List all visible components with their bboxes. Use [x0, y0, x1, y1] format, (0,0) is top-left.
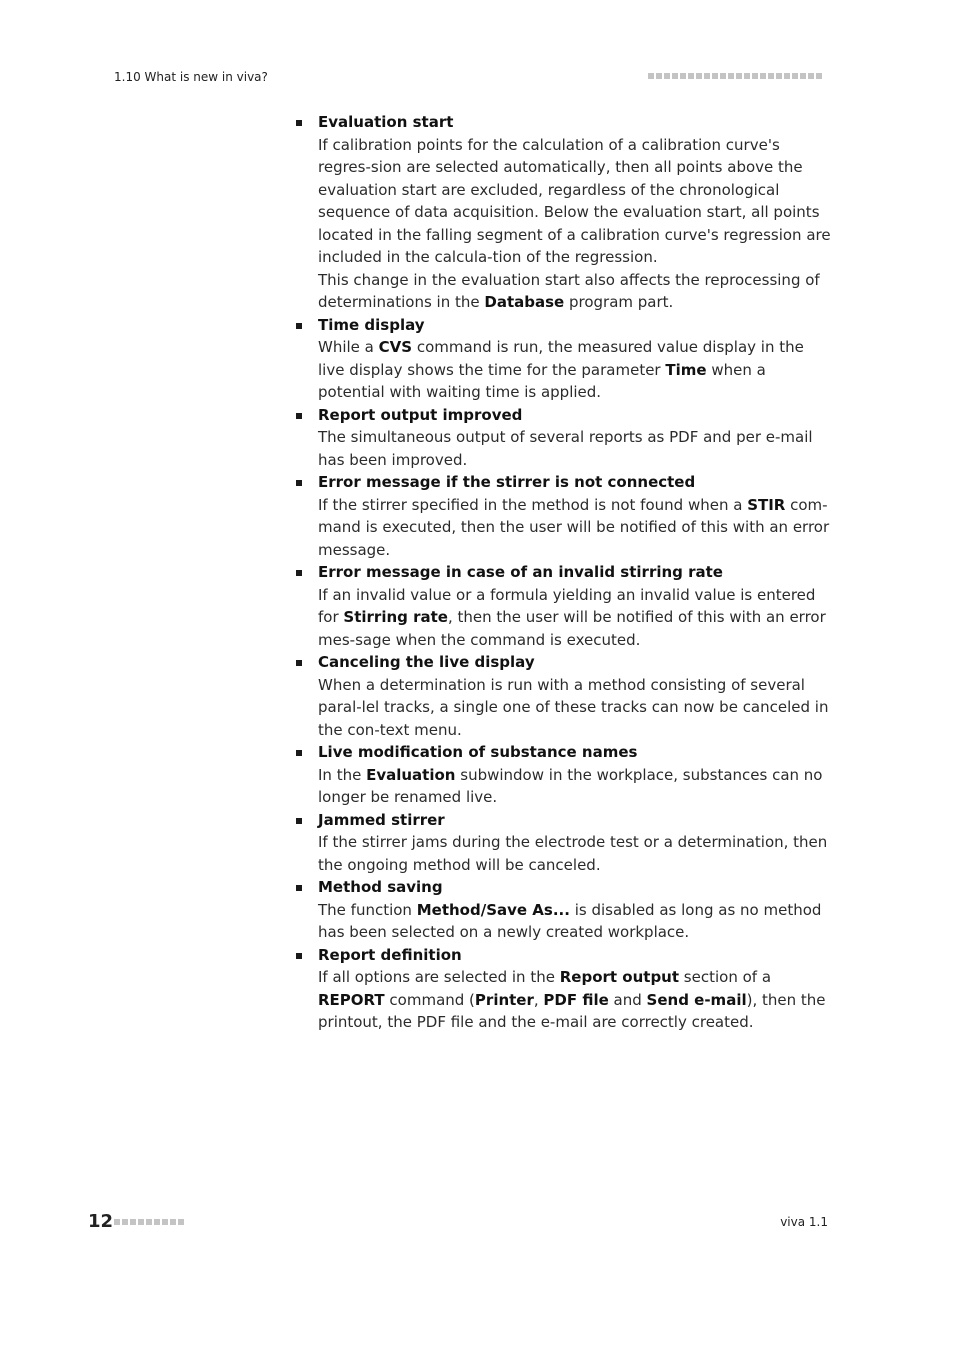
bullet-marker — [296, 323, 302, 329]
list-item-live-modification — [296, 741, 832, 809]
list-item-stirrer-not-connected — [296, 471, 832, 561]
list-item-time-display — [296, 314, 832, 404]
list-item-method-saving — [296, 876, 832, 944]
item-title: Evaluation start — [318, 113, 454, 131]
item-text: If calibration points for the calculation of a calibration curve's regres-sion are selected automatically, then all points above the evaluation start are excluded, regardless of the chronological sequence of data acquisition. Below the evaluation start, all points located in the falling segment of a calibration curve's regression are included in the calcula-tion of the regression. — [318, 135, 831, 266]
item-title: Live modification of substance names — [318, 743, 638, 761]
list-item-canceling-live-display — [296, 651, 832, 741]
item-text: If the stirrer jams during the electrode test or a determination, then the ongoing method will be canceled. — [318, 833, 828, 874]
item-text: If the stirrer specified in the method is not found when a STIR com-mand is executed, then the user will be notified of this with an error message. — [318, 495, 830, 559]
bullet-marker — [296, 660, 302, 666]
whats-new-list — [296, 111, 832, 1034]
item-text: If all options are selected in the Report output section of a REPORT command (Printer, PDF file and Send e-mail), then the printout, the PDF file and the e-mail are correctly created. — [318, 968, 826, 1031]
item-text: In the Evaluation subwindow in the workplace, substances can no longer be renamed live. — [318, 765, 823, 806]
item-text: While a CVS command is run, the measured value display in the live display shows the time for the parameter Time when a potential with waiting time is applied. — [318, 338, 804, 401]
running-header-section: 1.10 What is new in viva? — [114, 70, 268, 84]
item-text: This change in the evaluation start also affects the reprocessing of determinations in the Database program part. — [318, 270, 820, 311]
item-title: Canceling the live display — [318, 653, 535, 671]
bullet-marker — [296, 413, 302, 419]
item-text: If an invalid value or a formula yielding an invalid value is entered for Stirring rate, then the user will be notified of this with an error mes-sage when the command is executed. — [318, 585, 826, 649]
item-title: Error message in case of an invalid stirring rate — [318, 563, 723, 581]
bullet-marker — [296, 953, 302, 959]
list-item-evaluation-start — [296, 111, 832, 314]
footer-product-version: viva 1.1 — [780, 1215, 828, 1229]
item-title: Report output improved — [318, 405, 523, 424]
item-text: The function Method/Save As... is disabled as long as no method has been selected on a newly created workplace. — [318, 900, 822, 941]
item-title: Method saving — [318, 878, 443, 896]
footer-decoration-dots — [114, 1219, 184, 1225]
list-item-jammed-stirrer — [296, 809, 832, 877]
item-title: Jammed stirrer — [318, 810, 445, 829]
bullet-marker — [296, 750, 302, 756]
bullet-marker — [296, 120, 302, 126]
bullet-marker — [296, 818, 302, 824]
item-title: Report definition — [318, 945, 462, 964]
list-item-report-definition — [296, 944, 832, 1034]
bullet-marker — [296, 480, 302, 486]
item-text: When a determination is run with a method consisting of several paral-lel tracks, a single one of these tracks can now be canceled in the con-text menu. — [318, 675, 829, 739]
item-title: Time display — [318, 315, 425, 334]
bullet-marker — [296, 570, 302, 576]
header-decoration-dots — [648, 73, 822, 79]
page-number: 12 — [88, 1211, 114, 1232]
bullet-marker — [296, 885, 302, 891]
item-text: The simultaneous output of several reports as PDF and per e-mail has been improved. — [318, 428, 813, 469]
list-item-invalid-stirring-rate — [296, 561, 832, 651]
list-item-report-output — [296, 404, 832, 472]
item-title: Error message if the stirrer is not connected — [318, 473, 696, 491]
